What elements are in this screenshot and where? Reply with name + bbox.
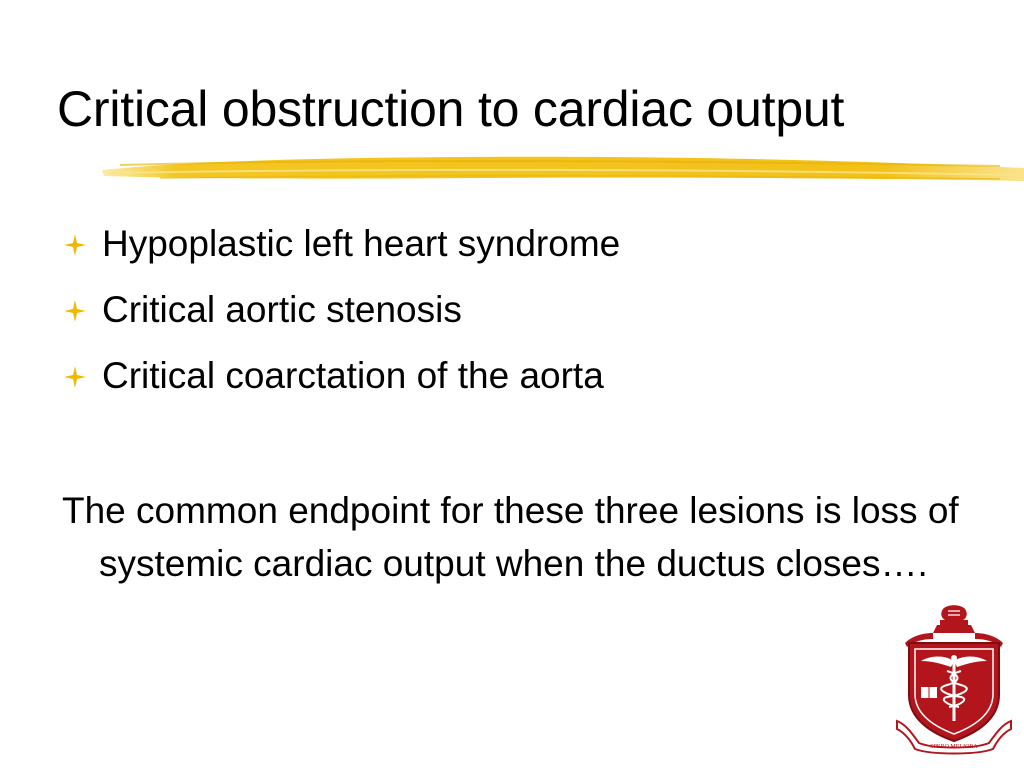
four-point-star-bullet-icon — [64, 366, 86, 388]
medical-school-crest-logo — [893, 603, 1015, 755]
crest-ribbon-text: SPERO MELIORA — [930, 744, 978, 750]
bullet-text: Critical coarctation of the aorta — [102, 355, 604, 396]
title-brush-underline — [100, 148, 1024, 188]
four-point-star-bullet-icon — [64, 300, 86, 322]
four-point-star-bullet-icon — [64, 234, 86, 256]
bullet-text: Hypoplastic left heart syndrome — [102, 223, 621, 264]
bullet-text: Critical aortic stenosis — [102, 289, 462, 330]
slide-title: Critical obstruction to cardiac output — [57, 81, 845, 137]
body-paragraph: The common endpoint for these three lesions is loss of systemic cardiac output when the ductus closes…. — [62, 490, 959, 584]
